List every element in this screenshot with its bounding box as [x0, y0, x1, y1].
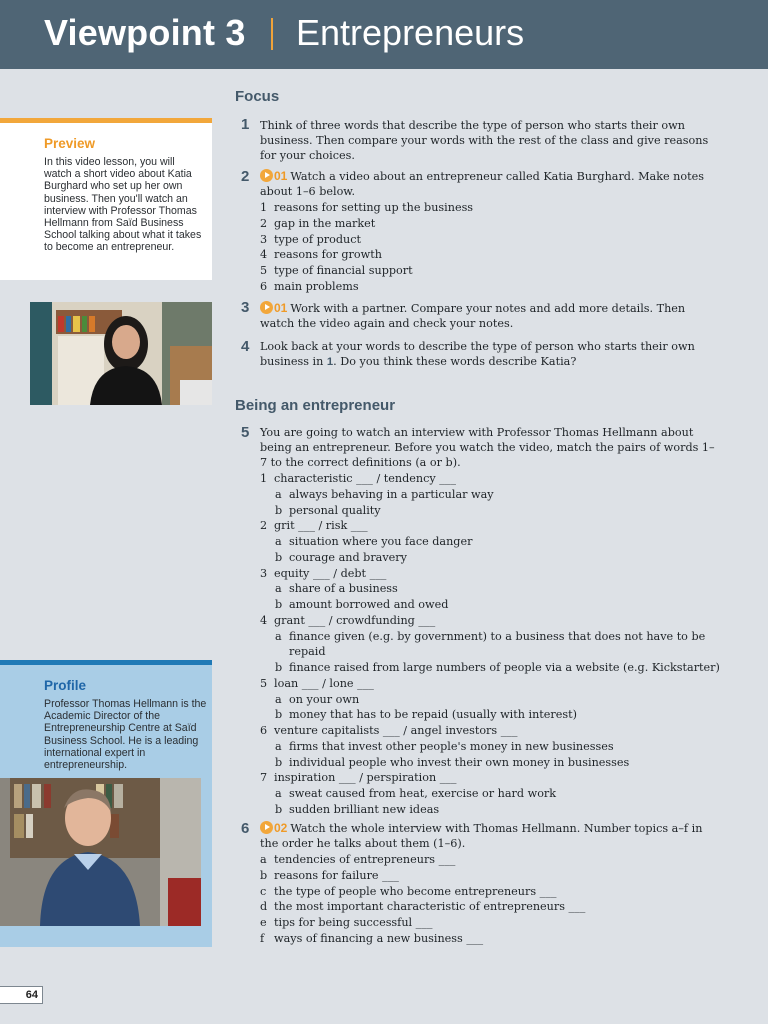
list-item	[275, 581, 398, 596]
list-item-text: ways of financing a new business ___	[274, 931, 484, 945]
list-item-text: the most important characteristic of entrepreneurs ___	[274, 900, 586, 914]
list-item-text: personal quality	[289, 503, 381, 517]
list-item	[275, 755, 629, 770]
list-item-marker: e	[260, 916, 267, 929]
list-item-marker: 3	[260, 232, 268, 246]
list-item-text: type of financial support	[274, 264, 413, 278]
question-6	[260, 821, 720, 851]
question-number: 2	[241, 168, 250, 185]
list-item-marker: 2	[260, 519, 268, 533]
list-item-text: type of product	[274, 232, 361, 246]
list-item-text: tips for being successful ___	[274, 916, 433, 929]
preview-box	[0, 118, 212, 280]
list-item-marker: b	[260, 868, 268, 882]
list-item	[260, 931, 483, 946]
hellmann-photo	[0, 778, 201, 926]
list-item	[260, 566, 386, 581]
unit-title: Viewpoint 3	[44, 12, 246, 53]
question-4-text-b: . Do you think these words describe Katia?	[333, 355, 577, 368]
video-track-number: 01	[274, 169, 288, 183]
list-item	[260, 471, 456, 486]
title-divider	[271, 18, 273, 50]
list-item-text: finance given (e.g. by government) to a business that does not have to be	[289, 629, 706, 643]
list-item	[275, 487, 494, 502]
list-item-marker: a	[275, 629, 282, 643]
section-being-an-entrepreneur: Being an entrepreneur	[235, 397, 396, 414]
list-item	[260, 723, 517, 738]
question-4-reference: 1	[326, 356, 334, 368]
list-item-text: the type of people who become entrepreneurs ___	[274, 884, 557, 898]
list-item	[275, 692, 359, 707]
list-item	[275, 644, 326, 659]
list-item-text: grit ___ / risk ___	[274, 519, 368, 533]
list-item-text: reasons for growth	[274, 248, 382, 262]
list-item-marker: f	[260, 931, 265, 945]
list-item-marker: 7	[260, 771, 268, 785]
list-item	[260, 613, 435, 628]
list-item-text: reasons for failure ___	[274, 868, 399, 882]
list-item	[275, 503, 381, 518]
list-item-text: courage and bravery	[289, 550, 407, 564]
list-item-text: grant ___ / crowdfunding ___	[274, 613, 436, 627]
question-2	[260, 169, 720, 199]
list-item	[260, 518, 368, 533]
list-item-marker: c	[260, 884, 267, 898]
list-item	[275, 802, 439, 817]
list-item	[260, 676, 374, 691]
question-5-text: You are going to watch an interview with Professor Thomas Hellmann about being an entrepreneur. Before you watch the video, match the pairs of words 1–7 to the correct definitions (a or b).	[260, 426, 715, 469]
list-item-text: finance raised from large numbers of people via a website (e.g. Kickstarter)	[289, 661, 720, 674]
list-item-marker: a	[275, 692, 282, 706]
list-item	[260, 200, 473, 215]
list-item-marker: b	[275, 503, 283, 517]
list-item-text: share of a business	[289, 582, 398, 596]
question-number: 5	[241, 424, 250, 441]
list-item-marker: a	[275, 487, 282, 501]
question-number: 3	[241, 299, 250, 316]
list-item-text: money that has to be repaid (usually with interest)	[289, 708, 577, 722]
page-number: 64	[0, 986, 43, 1004]
list-item-marker: 3	[260, 566, 268, 580]
list-item	[260, 899, 585, 914]
list-item-marker: a	[260, 853, 267, 866]
question-3-text: Work with a partner. Compare your notes and add more details. Then watch the video again and check your notes.	[260, 302, 686, 330]
list-item-text: on your own	[289, 692, 360, 706]
video-play-icon[interactable]	[260, 821, 273, 834]
video-track-number: 01	[274, 301, 288, 315]
list-item-text: repaid	[289, 645, 326, 659]
list-item	[275, 660, 720, 675]
katia-photo	[30, 302, 212, 405]
list-item	[275, 550, 407, 565]
list-item-text: situation where you face danger	[289, 535, 473, 548]
list-item-marker: 1	[260, 201, 268, 214]
profile-text: Professor Thomas Hellmann is the Academic Director of the Entrepreneurship Centre at Saïd Business School. He is a leading international expert in entrepreneurship.	[44, 698, 207, 772]
list-item	[260, 216, 375, 231]
list-item-marker: 4	[260, 613, 268, 627]
list-item-marker: 6	[260, 724, 268, 737]
question-1-text: Think of three words that describe the type of person who starts their own business. Then compare your words with the rest of the class and give reasons for your choices.	[260, 119, 709, 162]
list-item-marker: b	[275, 802, 283, 816]
question-number: 1	[241, 116, 250, 133]
question-4	[260, 339, 720, 370]
list-item-text: venture capitalists ___ / angel investors ___	[274, 724, 518, 737]
list-item-marker: a	[275, 535, 282, 548]
list-item	[260, 868, 399, 883]
list-item-marker: a	[275, 787, 282, 800]
list-item-marker: 1	[260, 472, 268, 485]
question-number: 6	[241, 820, 250, 837]
list-item-text: equity ___ / debt ___	[274, 566, 387, 580]
profile-title: Profile	[44, 678, 87, 693]
list-item	[275, 739, 614, 754]
list-item-marker: b	[275, 550, 283, 564]
list-item	[260, 232, 361, 247]
list-item	[275, 707, 577, 722]
list-item-text: characteristic ___ / tendency ___	[274, 472, 456, 485]
page-header	[0, 0, 768, 69]
video-track-number: 02	[274, 821, 288, 835]
list-item	[260, 279, 359, 294]
list-item-marker: b	[275, 755, 283, 769]
list-item-marker: a	[275, 739, 282, 753]
list-item-marker: b	[275, 708, 283, 722]
question-6-text: Watch the whole interview with Thomas Hellmann. Number topics a–f in the order he talks about them (1–6).	[260, 822, 703, 850]
list-item	[260, 852, 455, 867]
list-item-marker: 5	[260, 676, 268, 690]
list-item-marker: a	[275, 582, 282, 596]
list-item-text: firms that invest other people's money in new businesses	[289, 739, 614, 753]
list-item-marker: b	[275, 598, 283, 611]
preview-title: Preview	[44, 136, 96, 151]
list-item	[275, 786, 556, 801]
list-item-marker: d	[260, 900, 268, 914]
list-item-text: sudden brilliant new ideas	[289, 802, 440, 816]
list-item-text: tendencies of entrepreneurs ___	[274, 853, 456, 866]
question-number: 4	[241, 338, 250, 355]
list-item-text: inspiration ___ / perspiration ___	[274, 771, 457, 785]
list-item-marker: 6	[260, 280, 268, 293]
list-item	[275, 629, 705, 644]
list-item	[260, 884, 556, 899]
unit-topic: Entrepreneurs	[296, 12, 525, 53]
list-item-text: individual people who invest their own money in businesses	[289, 755, 630, 769]
list-item-text: reasons for setting up the business	[274, 201, 474, 214]
list-item	[260, 770, 457, 785]
list-item-marker: b	[275, 661, 283, 674]
video-play-icon[interactable]	[260, 301, 273, 314]
question-4-text-a: Look back at your words to describe the type of person who starts their own business in	[260, 340, 695, 368]
list-item	[275, 534, 472, 549]
list-item-marker: 5	[260, 264, 268, 278]
list-item-marker: 2	[260, 216, 268, 230]
question-3	[260, 301, 720, 331]
list-item-text: amount borrowed and owed	[289, 598, 449, 611]
list-item	[260, 915, 432, 930]
list-item-text: gap in the market	[274, 216, 376, 230]
list-item	[275, 597, 448, 612]
list-item-text: main problems	[274, 280, 359, 293]
question-2-text: Watch a video about an entrepreneur called Katia Burghard. Make notes about 1–6 below.	[260, 170, 704, 198]
list-item-text: sweat caused from heat, exercise or hard work	[289, 787, 557, 800]
list-item	[260, 263, 413, 278]
list-item-text: always behaving in a particular way	[289, 487, 494, 501]
list-item-marker: 4	[260, 248, 268, 262]
preview-text: In this video lesson, you will watch a short video about Katia Burghard who set up her own business. Then you'll watch an interview with Professor Thomas Hellmann from Saïd Business School talking about what it takes to become an entrepreneur.	[44, 156, 202, 254]
video-play-icon[interactable]	[260, 169, 273, 182]
list-item-text: loan ___ / lone ___	[274, 676, 374, 690]
list-item	[260, 247, 382, 262]
section-focus: Focus	[235, 88, 280, 105]
